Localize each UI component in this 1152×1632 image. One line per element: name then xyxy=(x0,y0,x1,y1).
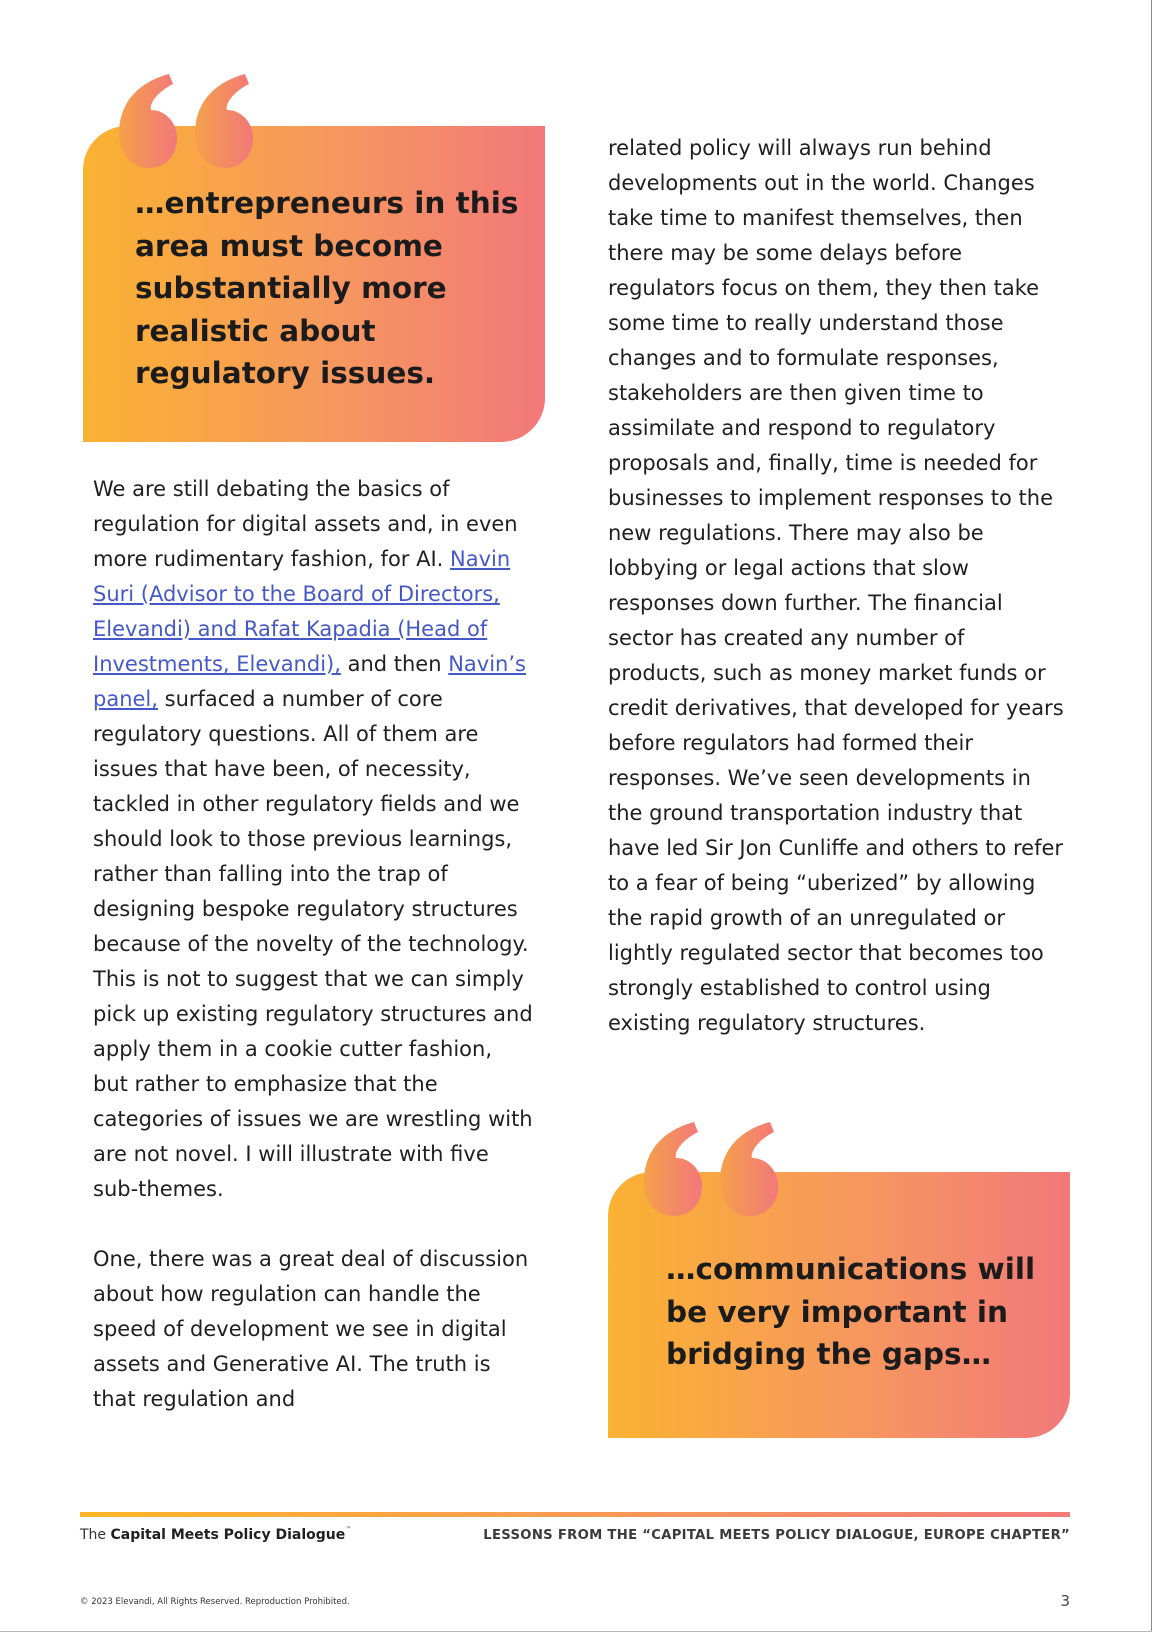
right-column xyxy=(608,131,1068,1041)
body-text: and then xyxy=(340,652,449,676)
brand-name: Capital Meets Policy Dialogue xyxy=(110,1527,346,1543)
brand-prefix: The xyxy=(80,1527,111,1543)
brand-trademark: ™ xyxy=(345,1526,352,1533)
pullquote-top xyxy=(83,72,545,442)
footer-chapter-title: LESSONS FROM THE “CAPITAL MEETS POLICY DIALOGUE, EUROPE CHAPTER” xyxy=(483,1528,1070,1543)
page-number: 3 xyxy=(1060,1592,1070,1610)
panel-link[interactable]: Navin’s panel, xyxy=(93,652,526,711)
footer-copyright: © 2023 Elevandi, All Rights Reserved. Reproduction Prohibited. xyxy=(80,1597,350,1607)
pullquote-text: …communications will be very important in bridging the gaps… xyxy=(666,1252,1036,1371)
body-paragraph: related policy will always run behind developments out in the world. Changes take time to manifest themselves, then there may be some delays before regulators focus on them, they then take some time to really understand those changes and to formulate responses, stakeholders are then given time to assimilate and respond to regulatory proposals and, finally, time is needed for businesses to implement responses to the new regulations. There may also be lobbying or legal actions that slow responses down further. The financial sector has created any number of products, such as money market funds or credit derivatives, that developed for years before regulators had formed their responses. We’ve seen developments in the ground transportation industry that have led Sir Jon Cunliffe and others to refer to a fear of being “uberized” by allowing the rapid growth of an unregulated or lightly regulated sector that becomes too strongly established to control using existing regulatory structures. xyxy=(608,136,1064,1035)
body-paragraph xyxy=(93,472,533,1207)
pullquote-text: …entrepreneurs in this area must become substantially more realistic about regulatory issues. xyxy=(135,186,519,390)
pullquote-bottom xyxy=(608,1120,1070,1438)
quotation-marks-icon xyxy=(117,72,267,172)
footer-rule xyxy=(80,1512,1070,1517)
quotation-marks-icon xyxy=(642,1120,792,1220)
footer-brand xyxy=(80,1527,351,1543)
speaker-link[interactable]: Navin Suri (Advisor to the Board of Directors, Elevandi) and Rafat Kapadia (Head of Investments, Elevandi), xyxy=(93,547,511,676)
left-column xyxy=(93,472,533,1417)
body-text: We are still debating the basics of regulation for digital assets and, in even more rudimentary fashion, for AI. xyxy=(93,477,518,571)
body-paragraph: One, there was a great deal of discussion about how regulation can handle the speed of development we see in digital assets and Generative AI. The truth is that regulation and xyxy=(93,1247,529,1411)
body-text: surfaced a number of core regulatory questions. All of them are issues that have been, of necessity, tackled in other regulatory fields and we should look to those previous learnings, rather than falling into the trap of designing bespoke regulatory structures because of the novelty of the technology. This is not to suggest that we can simply pick up existing regulatory structures and apply them in a cookie cutter fashion, but rather to emphasize that the categories of issues we are wrestling with are not novel. I will illustrate with five sub-themes. xyxy=(93,687,533,1201)
